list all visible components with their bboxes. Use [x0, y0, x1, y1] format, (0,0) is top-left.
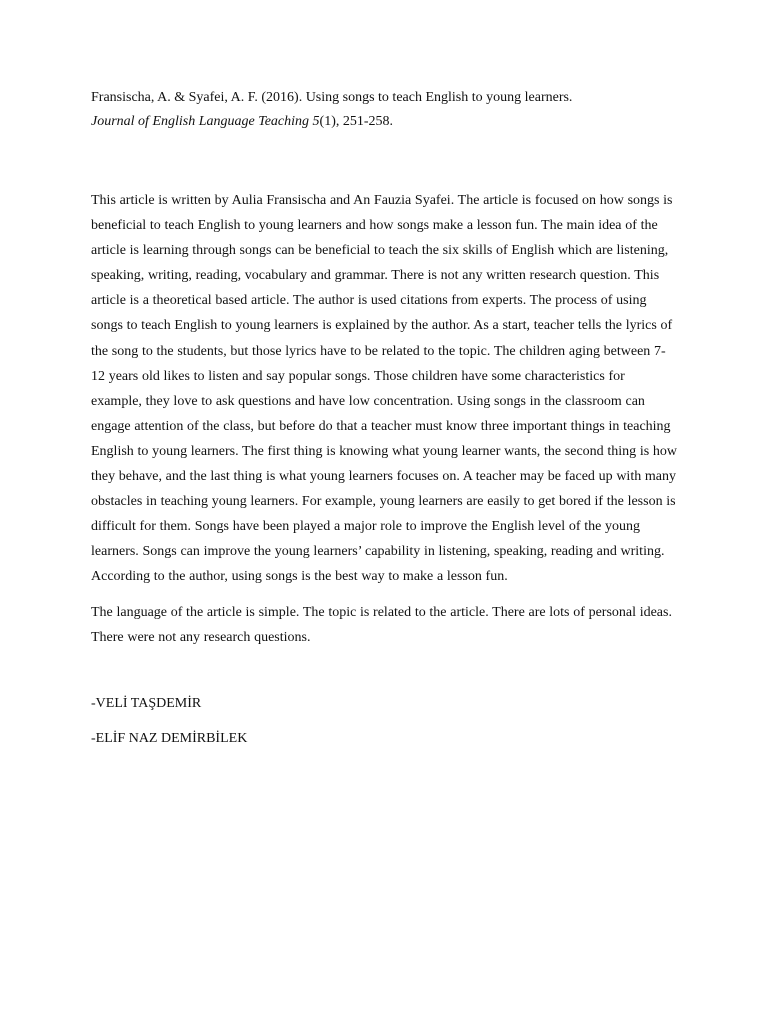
citation-line-2	[91, 110, 679, 134]
journal-issue-pages: (1), 251-258.	[319, 114, 394, 129]
citation-line-1: Fransischa, A. & Syafei, A. F. (2016). Using songs to teach English to young learners.	[91, 90, 573, 105]
journal-title: Journal of English Language Teaching 5	[91, 114, 320, 129]
author-signatures	[91, 694, 679, 749]
author-name: -ELİF NAZ DEMİRBİLEK	[91, 730, 248, 746]
evaluation-paragraph: The language of the article is simple. The topic is related to the article. There are lots of personal ideas. There were not any research questions.	[91, 604, 672, 645]
author-name: -VELİ TAŞDEMİR	[91, 695, 202, 711]
document-page	[91, 86, 679, 749]
summary-paragraph: This article is written by Aulia Fransischa and An Fauzia Syafei. The article is focused on how songs is beneficial to teach English to young learners and how songs make a lesson fun. The main idea of the article is learning through songs can be beneficial to teach the six skills of English which are listening, speaking, writing, reading, vocabulary and grammar. There is not any written research question. This article is a theoretical based article. The author is used citations from experts. The process of using songs to teach English to young learners is explained by the author. As a start, teacher tells the lyrics of the song to the students, but those lyrics have to be related to the topic. The children aging between 7-12 years old likes to listen and say popular songs. Those children have some characteristics for example, they love to ask questions and have low concentration. Using songs in the classroom can engage attention of the class, but before do that a teacher must know three important things in teaching English to young learners. The first thing is knowing what young learner wants, the second thing is how they behave, and the last thing is what young learners focuses on. A teacher may be faced up with many obstacles in teaching young learners. For example, young learners are easily to get bored if the lesson is difficult for them. Songs have been played a major role to improve the English level of the young learners. Songs can improve the young learners’ capability in listening, speaking, reading and writing. According to the author, using songs is the best way to make a lesson fun.	[91, 193, 677, 585]
citation	[91, 86, 679, 134]
